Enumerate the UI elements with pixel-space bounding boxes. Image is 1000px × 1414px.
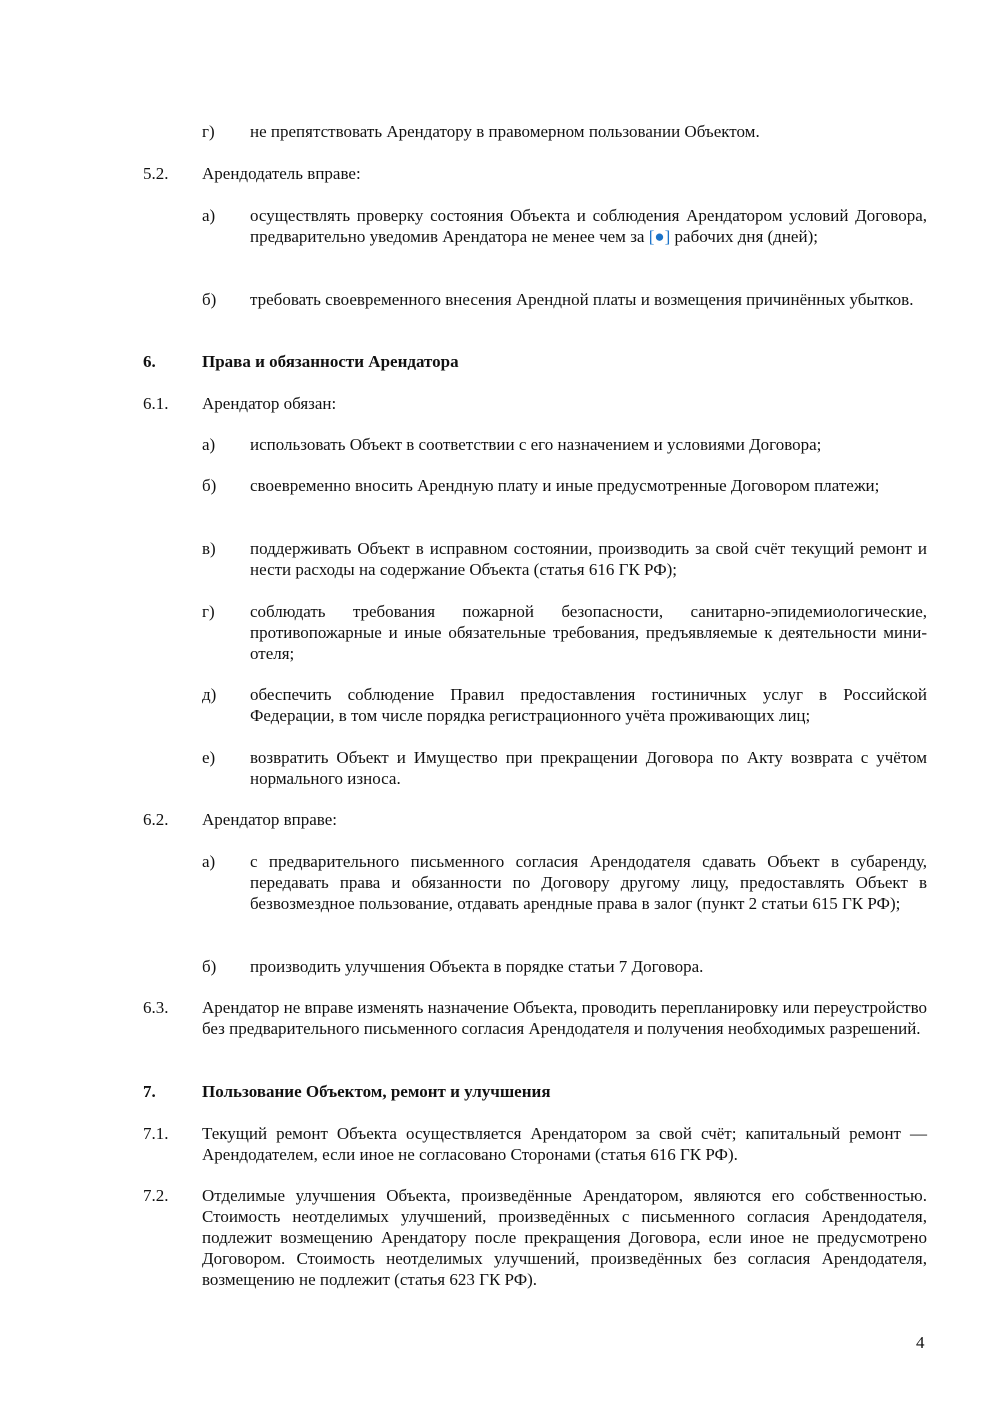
section-title: Пользование Объектом, ремонт и улучшения: [202, 1082, 551, 1101]
clause-number: 6.2.: [143, 810, 169, 829]
page-number: 4: [916, 1333, 925, 1352]
clause-text: Арендатор обязан:: [202, 394, 337, 413]
clause-text: возвратить Объект и Имущество при прекращении Договора по Акту возврата с учётом нормального износа.: [250, 748, 927, 788]
clause-letter: а): [202, 852, 216, 871]
clause-letter: б): [202, 957, 217, 976]
clause-text: Арендатор не вправе изменять назначение Объекта, проводить перепланировку или переустройство без предварительного письменного согласия Арендодателя и получения необходимых разрешений.: [202, 998, 927, 1038]
section-number: 7.: [143, 1082, 156, 1101]
section-number: 6.: [143, 352, 156, 371]
clause-number: 6.3.: [143, 998, 169, 1017]
clause-letter: б): [202, 290, 217, 309]
clause-number: 6.1.: [143, 394, 169, 413]
clause-text: не препятствовать Арендатору в правомерном пользовании Объектом.: [250, 122, 760, 141]
clause-text: использовать Объект в соответствии с его назначением и условиями Договора;: [250, 435, 822, 454]
clause-letter: б): [202, 476, 217, 495]
clause-letter: д): [202, 685, 217, 704]
clause-letter: г): [202, 602, 215, 621]
clause-text: требовать своевременного внесения Арендной платы и возмещения причинённых убытков.: [250, 290, 914, 309]
clause-letter: г): [202, 122, 215, 141]
clause-text: обеспечить соблюдение Правил предоставления гостиничных услуг в Российской Федерации, в том числе порядка регистрационного учёта проживающих лиц;: [250, 685, 927, 725]
clause-text: производить улучшения Объекта в порядке статьи 7 Договора.: [250, 957, 704, 976]
clause-letter: а): [202, 206, 216, 225]
clause-letter: а): [202, 435, 216, 454]
clause-text: с предварительного письменного согласия Арендодателя сдавать Объект в субаренду, передавать права и обязанности по Договору другому лицу, предоставлять Объект в безвозмездное пользование, отдавать арендные права в залог (пункт 2 статьи 615 ГК РФ);: [250, 852, 927, 913]
clause-number: 7.1.: [143, 1124, 169, 1143]
clause-text: осуществлять проверку состояния Объекта и соблюдения Арендатором условий Договора, предварительно уведомив Арендатора не менее чем за [●] рабочих дня (дней);: [250, 206, 927, 246]
clause-number: 5.2.: [143, 164, 169, 183]
clause-text: Арендодатель вправе:: [202, 164, 361, 183]
clause-text: поддерживать Объект в исправном состоянии, производить за свой счёт текущий ремонт и нести расходы на содержание Объекта (статья 616 ГК РФ);: [250, 539, 927, 579]
clause-text: соблюдать требования пожарной безопасности, санитарно-эпидемиологические, противопожарные и иные обязательные требования, предъявляемые к деятельности мини-отеля;: [250, 602, 927, 663]
section-title: Права и обязанности Арендатора: [202, 352, 459, 371]
clause-text: Текущий ремонт Объекта осуществляется Арендатором за свой счёт; капитальный ремонт — Арендодателем, если иное не согласовано Сторонами (статья 616 ГК РФ).: [202, 1124, 927, 1164]
clause-text: Арендатор вправе:: [202, 810, 337, 829]
clause-letter: в): [202, 539, 216, 558]
clause-number: 7.2.: [143, 1186, 169, 1205]
clause-text: Отделимые улучшения Объекта, произведённые Арендатором, являются его собственностью. Стоимость неотделимых улучшений, произведённых с письменного согласия Арендодателя, подлежит возмещению Арендатору после прекращения Договора, если иное не предусмотрено Договором. Стоимость неотделимых улучшений, произведённых без согласия Арендодателя, возмещению не подлежит (статья 623 ГК РФ).: [202, 1186, 927, 1289]
placeholder-field: [●]: [648, 227, 671, 246]
clause-letter: е): [202, 748, 216, 767]
clause-text: своевременно вносить Арендную плату и иные предусмотренные Договором платежи;: [250, 476, 880, 495]
